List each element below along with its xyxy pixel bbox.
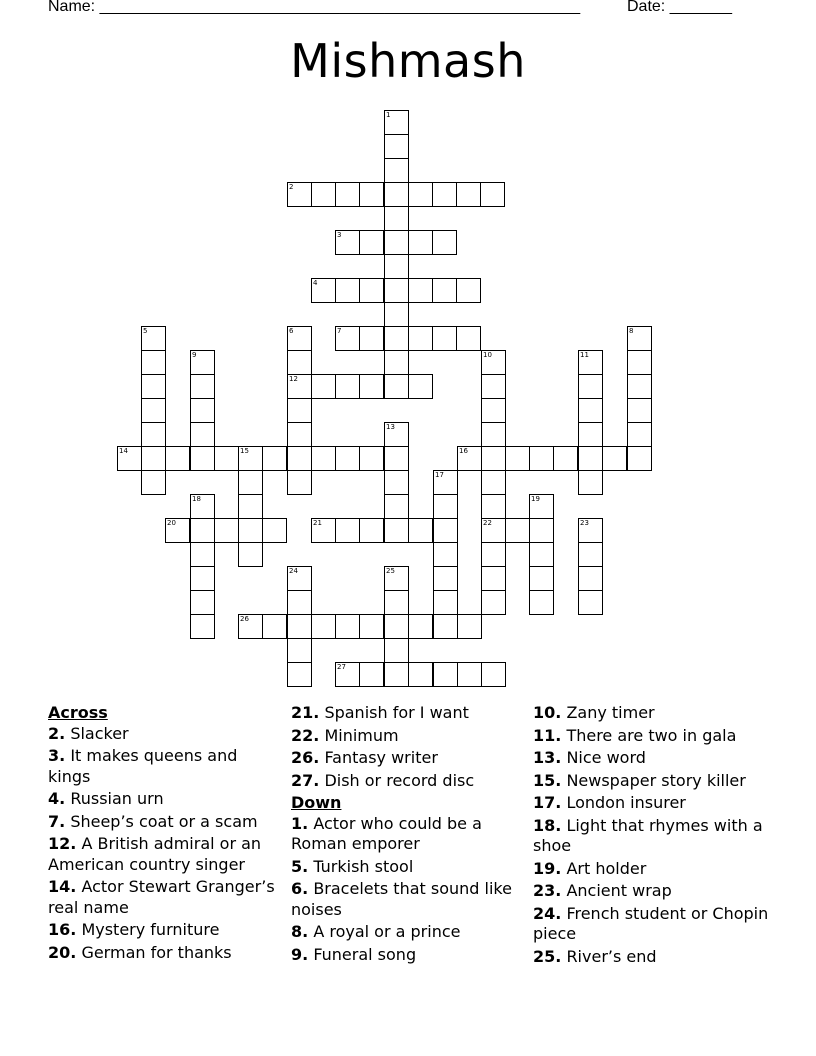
crossword-cell[interactable]	[262, 446, 287, 471]
crossword-cell[interactable]	[627, 326, 652, 351]
crossword-cell[interactable]	[505, 446, 530, 471]
crossword-cell[interactable]	[384, 638, 409, 663]
clue-number: 21.	[291, 703, 320, 722]
crossword-cell[interactable]	[384, 470, 409, 495]
crossword-cell[interactable]	[529, 590, 554, 615]
crossword-cell[interactable]	[578, 566, 603, 591]
clue-number: 13.	[533, 748, 562, 767]
crossword-cell[interactable]	[335, 446, 360, 471]
clue-number: 16.	[48, 920, 77, 939]
crossword-cell[interactable]	[311, 614, 336, 639]
clue-item	[48, 746, 280, 787]
clue-number: 5.	[291, 856, 309, 876]
clue-number-label: 17	[435, 471, 444, 479]
clue-item	[48, 789, 280, 810]
clue-item	[533, 816, 778, 857]
clue-column-2	[291, 703, 523, 967]
date-field-label: Date: _______	[627, 0, 732, 15]
clue-item	[533, 904, 778, 945]
crossword-cell[interactable]	[408, 230, 433, 255]
page-title: Mishmash	[290, 34, 526, 88]
clue-item	[48, 724, 280, 745]
clue-text: A royal or a prince	[313, 922, 461, 941]
crossword-cell[interactable]	[602, 446, 627, 471]
name-field-label: Name: ______________________________________________________	[48, 0, 581, 15]
clue-number: 7.	[48, 811, 66, 831]
crossword-cell[interactable]	[335, 230, 360, 255]
crossword-cell[interactable]	[214, 446, 239, 471]
clue-number-label: 14	[119, 447, 128, 455]
crossword-cell[interactable]	[456, 326, 481, 351]
clue-item	[533, 947, 778, 968]
crossword-cell[interactable]	[335, 374, 360, 399]
crossword-cell[interactable]	[408, 278, 433, 303]
crossword-cell[interactable]	[529, 446, 554, 471]
crossword-cell[interactable]	[481, 518, 506, 543]
crossword-cell[interactable]	[359, 518, 384, 543]
crossword-cell[interactable]	[335, 182, 360, 207]
crossword-cell[interactable]	[578, 422, 603, 447]
crossword-cell[interactable]	[141, 422, 166, 447]
clue-text: Russian urn	[70, 789, 164, 808]
clue-number: 19.	[533, 858, 562, 878]
crossword-cell[interactable]	[190, 542, 215, 567]
crossword-cell[interactable]	[238, 446, 263, 471]
crossword-cell[interactable]	[359, 326, 384, 351]
clue-number-label: 15	[240, 447, 249, 455]
clue-number: 9.	[291, 944, 309, 964]
crossword-cell[interactable]	[262, 518, 287, 543]
clue-number-label: 11	[580, 351, 589, 359]
crossword-cell[interactable]	[384, 566, 409, 591]
crossword-cell[interactable]	[529, 518, 554, 543]
crossword-cell[interactable]	[578, 446, 603, 471]
crossword-cell[interactable]	[481, 590, 506, 615]
crossword-cell[interactable]	[287, 662, 312, 687]
crossword-cell[interactable]	[190, 566, 215, 591]
crossword-cell[interactable]	[311, 446, 336, 471]
clue-number: 25.	[533, 946, 562, 966]
clue-text: Turkish stool	[313, 856, 414, 876]
clue-text: Light that rhymes with a shoe	[533, 815, 763, 855]
crossword-cell[interactable]	[433, 614, 458, 639]
crossword-cell[interactable]	[432, 182, 457, 207]
crossword-cell[interactable]	[408, 326, 433, 351]
clue-number-label: 24	[289, 567, 298, 575]
crossword-cell[interactable]	[481, 470, 506, 495]
crossword-cell[interactable]	[238, 614, 263, 639]
clue-number: 14.	[48, 877, 77, 896]
clue-item	[48, 920, 280, 941]
clue-item	[48, 943, 280, 964]
clue-number-label: 3	[337, 231, 342, 239]
clue-item	[291, 945, 523, 966]
crossword-cell[interactable]	[384, 350, 409, 375]
crossword-cell[interactable]	[457, 662, 482, 687]
clue-text: A British admiral or an American country singer	[48, 834, 262, 874]
clue-number-label: 5	[143, 327, 148, 335]
crossword-cell[interactable]	[238, 470, 263, 495]
clue-item	[291, 922, 523, 943]
clue-item	[291, 814, 523, 855]
clue-number: 1.	[291, 813, 309, 833]
crossword-cell[interactable]	[359, 446, 384, 471]
crossword-cell[interactable]	[287, 590, 312, 615]
clue-text: There are two in gala	[566, 725, 737, 745]
crossword-cell[interactable]	[457, 614, 482, 639]
crossword-cell[interactable]	[433, 662, 458, 687]
clue-text: Minimum	[324, 725, 399, 745]
clue-number-label: 18	[192, 495, 201, 503]
clue-item	[533, 859, 778, 880]
crossword-cell[interactable]	[481, 566, 506, 591]
crossword-cell[interactable]	[117, 446, 142, 471]
crossword-cell[interactable]	[384, 374, 409, 399]
crossword-cell[interactable]	[433, 542, 458, 567]
clue-number: 8.	[291, 922, 309, 941]
clue-text: Zany timer	[566, 703, 655, 722]
crossword-cell[interactable]	[433, 494, 458, 519]
clue-number-label: 27	[337, 663, 346, 671]
crossword-cell[interactable]	[141, 470, 166, 495]
clue-number-label: 8	[629, 327, 634, 335]
crossword-cell[interactable]	[553, 446, 578, 471]
crossword-cell[interactable]	[359, 278, 384, 303]
clue-number: 27.	[291, 770, 320, 790]
crossword-cell[interactable]	[190, 614, 215, 639]
crossword-cell[interactable]	[335, 278, 360, 303]
crossword-cell[interactable]	[165, 518, 190, 543]
crossword-cell[interactable]	[384, 110, 409, 135]
crossword-cell[interactable]	[384, 494, 409, 519]
crossword-cell[interactable]	[238, 494, 263, 519]
clue-text: French student or Chopin piece	[533, 903, 769, 943]
crossword-cell[interactable]	[335, 326, 360, 351]
clue-number-label: 2	[289, 183, 294, 191]
clue-number-label: 16	[459, 447, 468, 455]
clue-number-label: 10	[483, 351, 492, 359]
crossword-cell[interactable]	[481, 422, 506, 447]
crossword-cell[interactable]	[287, 182, 312, 207]
clue-number-label: 25	[386, 567, 395, 575]
clue-item	[291, 771, 523, 792]
crossword-cell[interactable]	[408, 518, 433, 543]
crossword-cell[interactable]	[456, 182, 481, 207]
crossword-cell[interactable]	[214, 518, 239, 543]
crossword-cell[interactable]	[384, 326, 409, 351]
crossword-cell[interactable]	[262, 614, 287, 639]
clue-item	[48, 834, 280, 875]
crossword-cell[interactable]	[433, 518, 458, 543]
clue-number: 24.	[533, 903, 562, 923]
crossword-cell[interactable]	[287, 566, 312, 591]
crossword-cell[interactable]	[627, 350, 652, 375]
clue-number: 10.	[533, 703, 562, 722]
crossword-cell[interactable]	[287, 422, 312, 447]
crossword-cell[interactable]	[190, 518, 215, 543]
crossword-cell[interactable]	[311, 374, 336, 399]
crossword-cell[interactable]	[190, 350, 215, 375]
crossword-cell[interactable]	[627, 398, 652, 423]
crossword-cell[interactable]	[432, 278, 457, 303]
clue-number-label: 12	[289, 375, 298, 383]
crossword-cell[interactable]	[578, 350, 603, 375]
clue-text: Actor who could be a Roman emporer	[291, 813, 482, 853]
crossword-cell[interactable]	[529, 542, 554, 567]
clue-number: 18.	[533, 815, 562, 835]
crossword-cell[interactable]	[287, 326, 312, 351]
clue-column-3	[533, 703, 778, 969]
clue-number-label: 19	[531, 495, 540, 503]
crossword-cell[interactable]	[287, 350, 312, 375]
clue-number: 6.	[291, 879, 309, 898]
crossword-cell[interactable]	[384, 590, 409, 615]
clue-text: Dish or record disc	[324, 770, 475, 790]
crossword-cell[interactable]	[408, 182, 433, 207]
section-heading-across: Across	[48, 703, 108, 722]
clue-item	[533, 881, 778, 902]
clue-number: 12.	[48, 834, 77, 853]
crossword-cell[interactable]	[456, 278, 481, 303]
crossword-cell[interactable]	[578, 518, 603, 543]
clue-item	[533, 771, 778, 792]
crossword-cell[interactable]	[190, 374, 215, 399]
crossword-cell[interactable]	[384, 182, 409, 207]
clue-number: 4.	[48, 789, 66, 808]
crossword-cell[interactable]	[190, 422, 215, 447]
clue-text: Funeral song	[313, 944, 417, 964]
clue-item	[533, 748, 778, 769]
clue-item	[291, 748, 523, 769]
crossword-cell[interactable]	[457, 446, 482, 471]
crossword-cell[interactable]	[481, 542, 506, 567]
crossword-cell[interactable]	[335, 662, 360, 687]
clue-column-1	[48, 703, 280, 965]
clue-number: 23.	[533, 881, 562, 900]
crossword-cell[interactable]	[287, 470, 312, 495]
crossword-cell[interactable]	[578, 590, 603, 615]
crossword-cell[interactable]	[190, 398, 215, 423]
crossword-cell[interactable]	[481, 350, 506, 375]
clue-text: River’s end	[566, 946, 657, 966]
crossword-cell[interactable]	[384, 206, 409, 231]
clue-item	[533, 726, 778, 747]
crossword-cell[interactable]	[141, 374, 166, 399]
clue-text: Mystery furniture	[81, 920, 220, 939]
clue-number: 26.	[291, 748, 320, 767]
crossword-cell[interactable]	[190, 590, 215, 615]
clue-number-label: 6	[289, 327, 294, 335]
crossword-cell[interactable]	[529, 494, 554, 519]
clue-text: Actor Stewart Granger’s real name	[48, 877, 275, 917]
crossword-cell[interactable]	[287, 374, 312, 399]
crossword-cell[interactable]	[529, 566, 554, 591]
clue-text: Nice word	[566, 748, 646, 767]
clue-text: London insurer	[566, 793, 686, 812]
clue-number-label: 26	[240, 615, 249, 623]
crossword-cell[interactable]	[578, 542, 603, 567]
crossword-cell[interactable]	[384, 422, 409, 447]
clue-text: Bracelets that sound like noises	[291, 879, 512, 919]
crossword-cell[interactable]	[190, 494, 215, 519]
crossword-cell[interactable]	[311, 518, 336, 543]
clue-text: Art holder	[566, 858, 647, 878]
clue-number: 11.	[533, 725, 562, 745]
crossword-cell[interactable]	[359, 662, 384, 687]
clue-number-label: 21	[313, 519, 322, 527]
crossword-cell[interactable]	[359, 182, 384, 207]
clue-number: 20.	[48, 942, 77, 962]
clue-text: Slacker	[70, 723, 129, 743]
clue-text: It makes queens and kings	[48, 746, 238, 786]
clue-number-label: 23	[580, 519, 589, 527]
crossword-cell[interactable]	[384, 518, 409, 543]
clue-item	[533, 793, 778, 814]
crossword-cell[interactable]	[384, 230, 409, 255]
clue-item	[291, 857, 523, 878]
crossword-cell[interactable]	[359, 374, 384, 399]
crossword-cell[interactable]	[141, 398, 166, 423]
clue-number: 2.	[48, 723, 66, 743]
clue-text: German for thanks	[81, 942, 232, 962]
crossword-cell[interactable]	[384, 254, 409, 279]
crossword-cell[interactable]	[408, 614, 433, 639]
crossword-cell[interactable]	[384, 158, 409, 183]
crossword-cell[interactable]	[627, 422, 652, 447]
clue-item	[48, 877, 280, 918]
crossword-cell[interactable]	[481, 494, 506, 519]
crossword-cell[interactable]	[384, 278, 409, 303]
section-heading-down: Down	[291, 793, 342, 812]
clue-text: Fantasy writer	[324, 748, 438, 767]
crossword-cell[interactable]	[408, 374, 433, 399]
clue-number: 22.	[291, 725, 320, 745]
crossword-cell[interactable]	[238, 542, 263, 567]
clue-text: Sheep’s coat or a scam	[70, 811, 258, 831]
clue-number-label: 13	[386, 423, 395, 431]
crossword-cell[interactable]	[359, 230, 384, 255]
clue-number-label: 4	[313, 279, 318, 287]
crossword-cell[interactable]	[384, 302, 409, 327]
clue-number-label: 9	[192, 351, 197, 359]
crossword-cell[interactable]	[384, 662, 409, 687]
crossword-cell[interactable]	[311, 182, 336, 207]
crossword-cell[interactable]	[433, 470, 458, 495]
clue-text: Spanish for I want	[324, 703, 469, 722]
crossword-cell[interactable]	[287, 446, 312, 471]
crossword-cell[interactable]	[190, 446, 215, 471]
crossword-cell[interactable]	[408, 662, 433, 687]
crossword-cell[interactable]	[384, 614, 409, 639]
clue-number-label: 22	[483, 519, 492, 527]
clue-number-label: 20	[167, 519, 176, 527]
clue-number: 15.	[533, 770, 562, 790]
crossword-cell[interactable]	[335, 614, 360, 639]
crossword-cell[interactable]	[433, 590, 458, 615]
crossword-cell[interactable]	[578, 374, 603, 399]
crossword-cell[interactable]	[578, 398, 603, 423]
clue-number: 17.	[533, 793, 562, 812]
crossword-cell[interactable]	[627, 374, 652, 399]
clue-text: Ancient wrap	[566, 881, 672, 900]
crossword-cell[interactable]	[311, 278, 336, 303]
crossword-cell[interactable]	[335, 518, 360, 543]
clue-number-label: 1	[386, 111, 391, 119]
crossword-cell[interactable]	[505, 518, 530, 543]
crossword-cell[interactable]	[359, 614, 384, 639]
crossword-cell[interactable]	[287, 614, 312, 639]
clue-text: Newspaper story killer	[566, 770, 746, 790]
crossword-cell[interactable]	[165, 446, 190, 471]
crossword-cell[interactable]	[481, 662, 506, 687]
crossword-cell[interactable]	[481, 374, 506, 399]
clue-number: 3.	[48, 746, 66, 765]
crossword-cell[interactable]	[141, 350, 166, 375]
crossword-cell[interactable]	[141, 446, 166, 471]
crossword-cell[interactable]	[627, 446, 652, 471]
crossword-cell[interactable]	[433, 566, 458, 591]
clue-item	[533, 703, 778, 724]
crossword-cell[interactable]	[432, 326, 457, 351]
crossword-cell[interactable]	[141, 326, 166, 351]
crossword-cell[interactable]	[578, 470, 603, 495]
crossword-cell[interactable]	[481, 398, 506, 423]
crossword-cell[interactable]	[384, 446, 409, 471]
crossword-cell[interactable]	[481, 446, 506, 471]
crossword-cell[interactable]	[384, 134, 409, 159]
crossword-cell[interactable]	[287, 638, 312, 663]
clue-number-label: 7	[337, 327, 342, 335]
crossword-cell[interactable]	[287, 398, 312, 423]
clue-item	[291, 726, 523, 747]
clue-item	[291, 703, 523, 724]
crossword-cell[interactable]	[432, 230, 457, 255]
crossword-cell[interactable]	[238, 518, 263, 543]
clue-item	[291, 879, 523, 920]
crossword-cell[interactable]	[480, 182, 505, 207]
clue-item	[48, 812, 280, 833]
